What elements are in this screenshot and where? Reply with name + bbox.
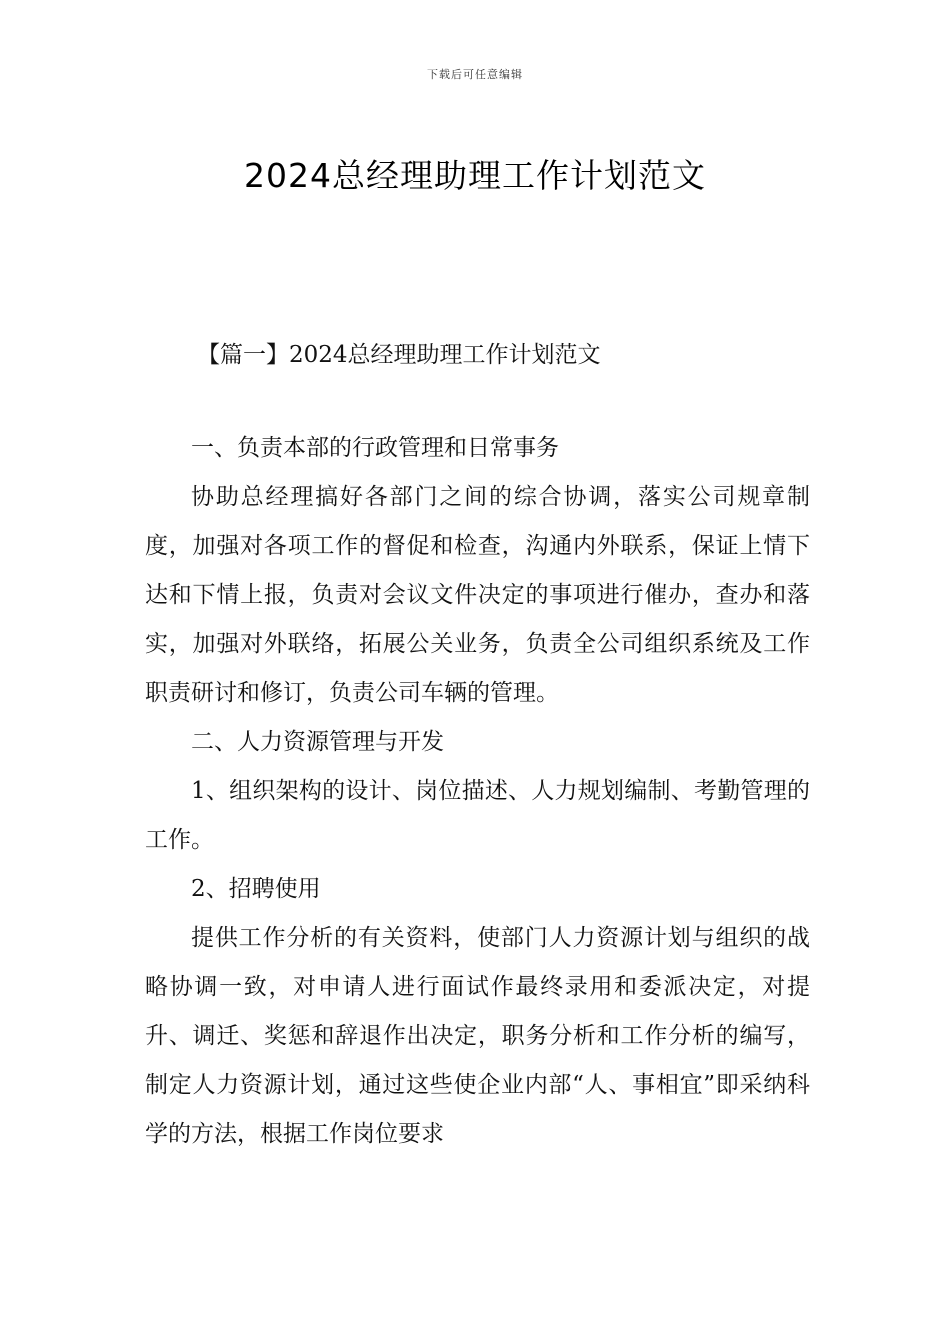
heading-admin-management: 一、负责本部的行政管理和日常事务 xyxy=(191,435,559,461)
document-title: 2024总经理助理工作计划范文 xyxy=(244,156,706,196)
section-heading: 【篇一】2024总经理助理工作计划范文 xyxy=(197,342,601,368)
subheading-recruitment: 2、招聘使用 xyxy=(191,876,321,902)
paragraph-coordination: 协助总经理搞好各部门之间的综合协调，落实公司规章制度，加强对各项工作的督促和检查，沟通内外联系，保证上情下达和下情上报，负责对会议文件决定的事项进行催办，查办和落实，加强对外联络，拓展公关业务，负责全公司组织系统及工作职责研讨和修订，负责公司车辆的管理。 xyxy=(145,484,810,706)
paragraph-recruitment: 提供工作分析的有关资料，使部门人力资源计划与组织的战略协调一致，对申请人进行面试作最终录用和委派决定，对提升、调迁、奖惩和辞退作出决定，职务分析和工作分析的编写，制定人力资源计划，通过这些使企业内部“人、事相宜”即采纳科学的方法，根据工作岗位要求 xyxy=(145,925,810,1147)
heading-human-resources: 二、人力资源管理与开发 xyxy=(191,729,444,755)
page-header-note: 下载后可任意编辑 xyxy=(427,68,523,81)
paragraph-org-structure: 1、组织架构的设计、岗位描述、人力规划编制、考勤管理的工作。 xyxy=(145,778,810,853)
document-body xyxy=(145,424,810,1159)
